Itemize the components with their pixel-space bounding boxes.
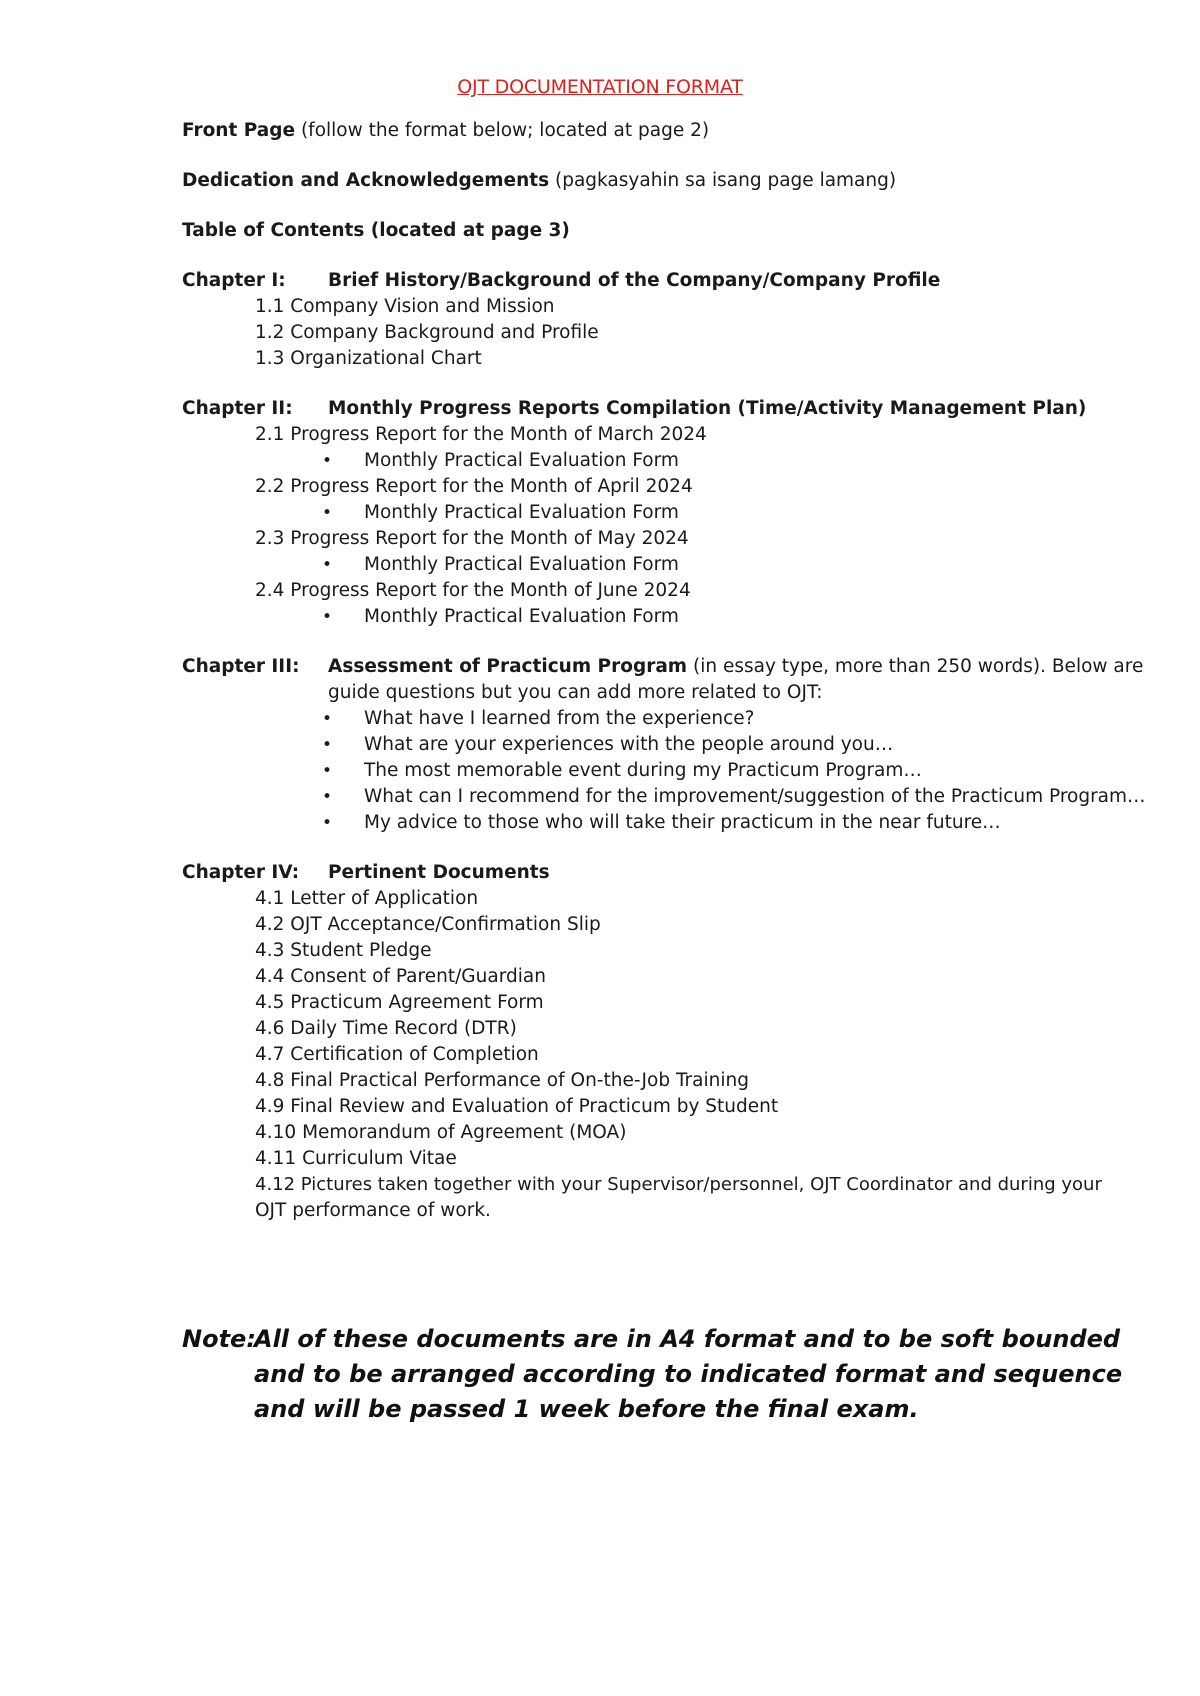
chapter1-label: Chapter I:	[182, 270, 286, 291]
chapter4-item: 4.12 Pictures taken together with your Supervisor/personnel, OJT Coordinator and during your	[255, 1174, 1102, 1195]
chapter2-bullet: • Monthly Practical Evaluation Form	[326, 604, 641, 630]
chapter4-item: 4.5 Practicum Agreement Form	[255, 992, 544, 1013]
front-page-note: (follow the format below; located at page 2)	[300, 120, 710, 141]
chapter2-title: Monthly Progress Reports Compilation (Time/Activity Management Plan)	[328, 398, 1087, 419]
note-label: Note:	[182, 1325, 256, 1353]
chapter3-title: Assessment of Practicum Program	[328, 656, 688, 677]
chapter1-title: Brief History/Background of the Company/Company Profile	[328, 270, 941, 291]
chapter1-item: 1.2 Company Background and Profile	[255, 322, 599, 343]
chapter2-item: 2.3 Progress Report for the Month of May 2024	[255, 528, 689, 549]
chapter1-item: 1.1 Company Vision and Mission	[255, 296, 555, 317]
chapter2-bullet: • Monthly Practical Evaluation Form	[326, 448, 641, 474]
chapter2-label: Chapter II:	[182, 398, 293, 419]
chapter1-item: 1.3 Organizational Chart	[255, 348, 482, 369]
chapter3-question: • What can I recommend for the improvement/suggestion of the Practicum Program…	[326, 784, 1108, 810]
chapter4-item-continuation: OJT performance of work.	[255, 1200, 491, 1221]
chapter3-question: • What are your experiences with the people around you…	[326, 732, 855, 758]
chapter4-item: 4.10 Memorandum of Agreement (MOA)	[255, 1122, 627, 1143]
chapter2-bullet: • Monthly Practical Evaluation Form	[326, 500, 641, 526]
front-page-line	[182, 118, 709, 144]
toc-line: Table of Contents (located at page 3)	[182, 220, 570, 241]
chapter3-heading	[328, 654, 1143, 680]
chapter4-item: 4.9 Final Review and Evaluation of Practicum by Student	[255, 1096, 779, 1117]
chapter3-question: • The most memorable event during my Practicum Program…	[326, 758, 884, 784]
chapter4-label: Chapter IV:	[182, 862, 300, 883]
chapter4-item: 4.8 Final Practical Performance of On-the-Job Training	[255, 1070, 749, 1091]
dedication-line	[182, 168, 896, 194]
chapter3-title-note: (in essay type, more than 250 words). Below are	[692, 656, 1144, 677]
chapter4-item: 4.1 Letter of Application	[255, 888, 479, 909]
chapter4-item: 4.6 Daily Time Record (DTR)	[255, 1018, 517, 1039]
chapter4-item: 4.4 Consent of Parent/Guardian	[255, 966, 546, 987]
note-text: All of these documents are in A4 format and to be soft bounded and to be arranged according to indicated format and sequence and will be passed 1 week before the final exam.	[254, 1325, 1123, 1423]
chapter4-title: Pertinent Documents	[328, 862, 550, 883]
chapter2-bullet: • Monthly Practical Evaluation Form	[326, 552, 641, 578]
chapter2-item: 2.4 Progress Report for the Month of June 2024	[255, 580, 691, 601]
chapter3-label: Chapter III:	[182, 656, 300, 677]
chapter3-continuation: guide questions but you can add more related to OJT:	[328, 682, 823, 703]
front-page-label: Front Page	[182, 120, 296, 141]
chapter2-item: 2.2 Progress Report for the Month of April 2024	[255, 476, 693, 497]
chapter3-question: • What have I learned from the experience?	[326, 706, 717, 732]
chapter3-question: • My advice to those who will take their practicum in the near future…	[326, 810, 963, 836]
chapter4-item: 4.2 OJT Acceptance/Confirmation Slip	[255, 914, 601, 935]
chapter4-item: 4.7 Certification of Completion	[255, 1044, 539, 1065]
document-title: OJT DOCUMENTATION FORMAT	[457, 76, 743, 98]
chapter2-item: 2.1 Progress Report for the Month of March 2024	[255, 424, 707, 445]
chapter4-item: 4.3 Student Pledge	[255, 940, 432, 961]
chapter4-item: 4.11 Curriculum Vitae	[255, 1148, 457, 1169]
dedication-label: Dedication and Acknowledgements	[182, 170, 550, 191]
dedication-note: (pagkasyahin sa isang page lamang)	[555, 170, 897, 191]
